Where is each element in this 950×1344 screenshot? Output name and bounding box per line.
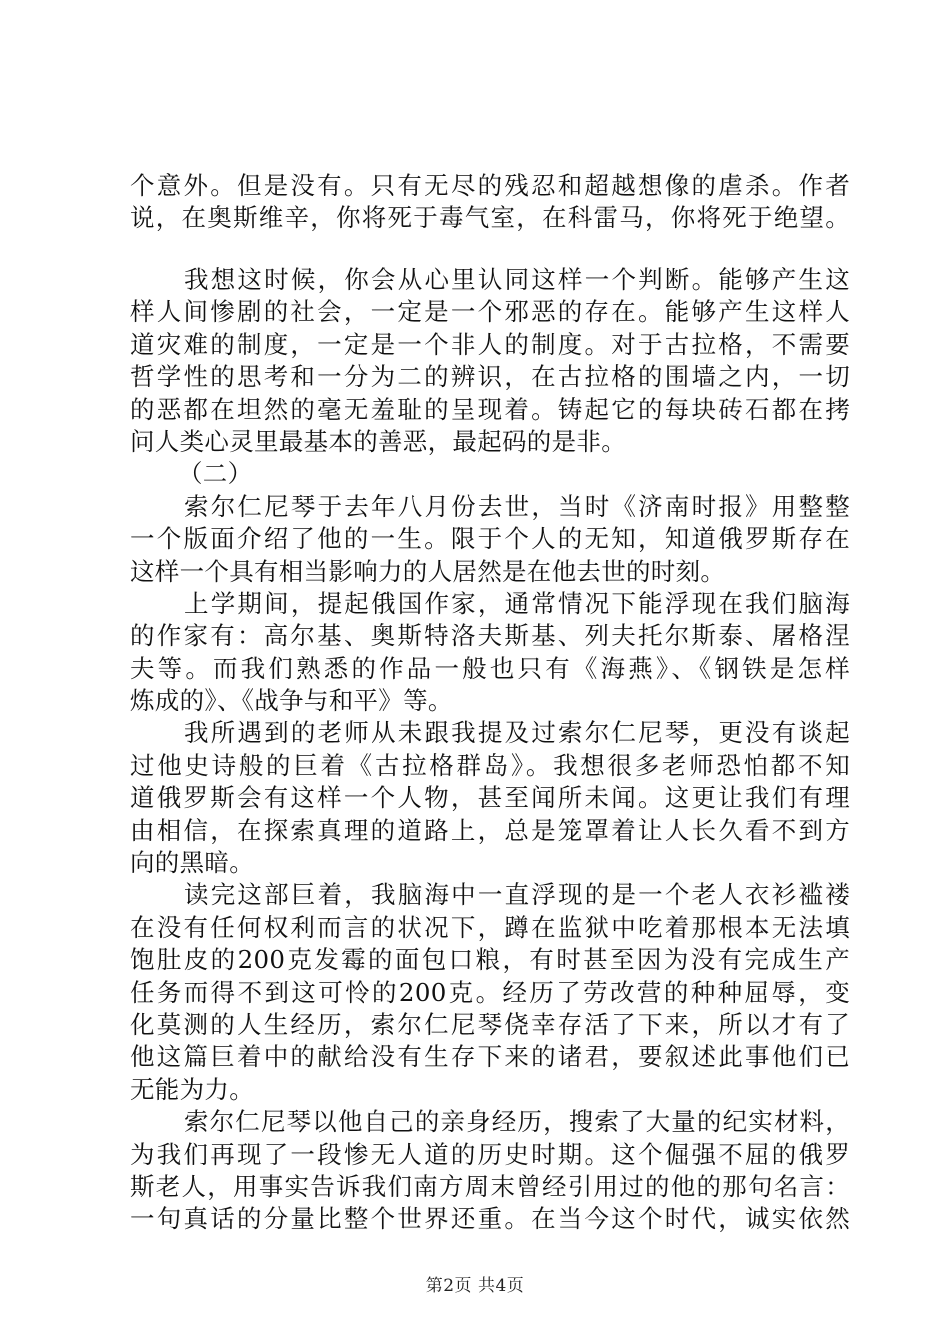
- text-line: 他这篇巨着中的献给没有生存下来的诸君，要叙述此事他们已: [130, 1042, 850, 1072]
- text-line: 饱肚皮的200克发霉的面包口粮，有时甚至因为没有完成生产: [130, 945, 850, 975]
- text-line: 索尔仁尼琴于去年八月份去世，当时《济南时报》用整整: [184, 491, 850, 521]
- text-line: 这样一个具有相当影响力的人居然是在他去世的时刻。: [130, 556, 726, 586]
- text-line: 我所遇到的老师从未跟我提及过索尔仁尼琴，更没有谈起: [184, 718, 850, 748]
- text-line: 个意外。但是没有。只有无尽的残忍和超越想像的虐杀。作者: [130, 171, 850, 200]
- text-line: 索尔仁尼琴以他自己的亲身经历，搜索了大量的纪实材料，: [184, 1107, 850, 1137]
- text-line: 样人间惨剧的社会，一定是一个邪恶的存在。能够产生这样人: [130, 297, 850, 327]
- text-line: 我想这时候，你会从心里认同这样一个判断。能够产生这: [184, 265, 850, 294]
- text-line: 为我们再现了一段惨无人道的历史时期。这个倔强不屈的俄罗: [130, 1139, 850, 1169]
- text-line: 的恶都在坦然的毫无羞耻的呈现着。铸起它的每块砖石都在拷: [130, 394, 850, 424]
- text-line: 向的黑暗。: [130, 848, 254, 878]
- paragraph-continuation: [130, 170, 850, 235]
- text-line: 无能为力。: [130, 1074, 254, 1104]
- text-line: 在没有任何权利而言的状况下，蹲在监狱中吃着那根本无法填: [130, 912, 850, 942]
- text-line: 的作家有：高尔基、奥斯特洛夫斯基、列夫托尔斯泰、屠格涅: [130, 621, 850, 651]
- text-line: 道灾难的制度，一定是一个非人的制度。对于古拉格，不需要: [130, 329, 850, 359]
- text-line: 化莫测的人生经历，索尔仁尼琴侥幸存活了下来，所以才有了: [130, 1009, 850, 1039]
- text-line: 道俄罗斯会有这样一个人物，甚至闻所未闻。这更让我们有理: [130, 783, 850, 813]
- text-line: 上学期间，提起俄国作家，通常情况下能浮现在我们脑海: [184, 588, 850, 618]
- body-text: [130, 264, 850, 1236]
- text-line: 读完这部巨着，我脑海中一直浮现的是一个老人衣衫褴褛: [184, 880, 850, 910]
- section-heading: （二）: [178, 459, 253, 489]
- page-number-footer: 第2页 共4页: [425, 1276, 525, 1296]
- text-line: 夫等。而我们熟悉的作品一般也只有《海燕》、《钢铁是怎样: [130, 653, 850, 683]
- text-line: 炼成的》、《战争与和平》等。: [130, 686, 453, 716]
- text-line: 斯老人，用事实告诉我们南方周末曾经引用过的他的那句名言：: [130, 1171, 850, 1201]
- text-line: 一句真话的分量比整个世界还重。在当今这个时代，诚实依然: [130, 1204, 850, 1234]
- text-line: 一个版面介绍了他的一生。限于个人的无知，知道俄罗斯存在: [130, 524, 850, 554]
- text-line: 过他史诗般的巨着《古拉格群岛》。我想很多老师恐怕都不知: [130, 750, 850, 780]
- text-line: 哲学性的思考和一分为二的辨识，在古拉格的围墙之内，一切: [130, 362, 850, 392]
- text-line: 任务而得不到这可怜的200克。经历了劳改营的种种屈辱，变: [130, 977, 850, 1007]
- text-line: 问人类心灵里最基本的善恶，最起码的是非。: [130, 426, 626, 456]
- text-line: 说，在奥斯维辛，你将死于毒气室，在科雷马，你将死于绝望。: [130, 203, 850, 233]
- text-line: 由相信，在探索真理的道路上，总是笼罩着让人长久看不到方: [130, 815, 850, 845]
